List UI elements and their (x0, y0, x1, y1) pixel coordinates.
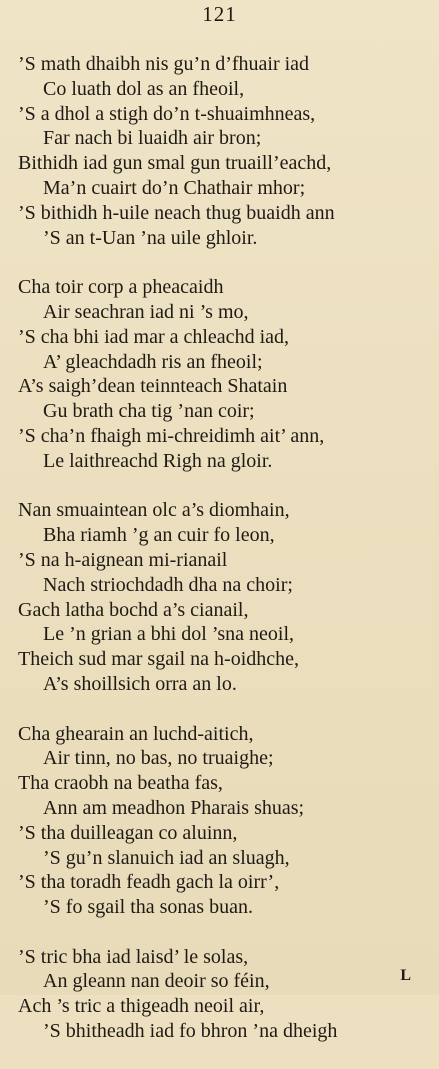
verse-line: Cha ghearain an luchd-aitich, (18, 722, 254, 745)
verse-line: ’S bhitheadh iad fo bhron ’na dheigh (43, 1020, 338, 1043)
verse-line: ’S cha bhi iad mar a chleachd iad, (18, 325, 289, 348)
verse-line: ’S an t-Uan ’na uile ghloir. (43, 226, 258, 249)
verse-line: Cha toir corp a pheacaidh (18, 276, 224, 299)
verse-line: ’S tha duilleagan co aluinn, (18, 821, 238, 844)
page-number: 121 (202, 2, 237, 26)
verse-line: Nan smuaintean olc a’s diomhain, (18, 499, 290, 522)
verse-line: ’S fo sgail tha sonas buan. (43, 896, 253, 919)
verse-line: Air seachran iad ni ’s mo, (43, 300, 249, 323)
verse-line: A’ gleachdadh ris an fheoil; (43, 350, 263, 373)
verse-line: ’S tha toradh feadh gach la oirr’, (18, 871, 280, 894)
verse-line: Tha craobh na beatha fas, (18, 772, 223, 795)
stanza (18, 722, 428, 920)
verse-line: ’S gu’n slanuich iad an sluagh, (43, 846, 290, 869)
verse-line: Ann am meadhon Pharais shuas; (43, 796, 305, 819)
verse-line: ’S a dhol a stigh do’n t-shuaimhneas, (18, 102, 316, 125)
verse-line: Gach latha bochd a’s cianail, (18, 598, 249, 621)
verse-line: Le laithreachd Righ na gloir. (43, 449, 273, 472)
verse-line: Bithidh iad gun smal gun truaill’eachd, (18, 152, 332, 175)
stanza (18, 498, 428, 696)
signature-mark: L (400, 967, 411, 984)
verse-line: An gleann nan deoir so féin, (43, 970, 270, 993)
verse-line: Ma’n cuairt do’n Chathair mhor; (43, 176, 306, 199)
verse-line: ’S na h-aignean mi-rianail (18, 548, 228, 571)
verse-line: ’S tric bha iad laisd’ le solas, (18, 945, 249, 968)
verse-line: A’s saigh’dean teinnteach Shatain (18, 375, 288, 398)
poem-body (18, 52, 428, 1069)
verse-line: Bha riamh ’g an cuir fo leon, (43, 524, 275, 547)
verse-line: ’S cha’n fhaigh mi-chreidimh ait’ ann, (18, 424, 325, 447)
verse-line: ’S bithidh h-uile neach thug buaidh ann (18, 201, 335, 224)
verse-line: Far nach bi luaidh air bron; (43, 127, 262, 150)
verse-line: Le ’n grian a bhi dol ’sna neoil, (43, 623, 295, 646)
verse-line: Theich sud mar sgail na h-oidhche, (18, 648, 300, 671)
verse-line: Air tinn, no bas, no truaighe; (43, 747, 274, 770)
stanza (18, 275, 428, 473)
verse-line: Co luath dol as an fheoil, (43, 77, 245, 100)
stanza (18, 52, 428, 250)
verse-line: Ach ’s tric a thigeadh neoil air, (18, 995, 265, 1018)
verse-line: ’S math dhaibh nis gu’n d’fhuair iad (18, 53, 310, 75)
verse-line: Nach striochdadh dha na choir; (43, 573, 293, 596)
verse-line: A’s shoillsich orra an lo. (43, 672, 237, 695)
verse-line: Gu brath cha tig ’nan coir; (43, 400, 255, 423)
stanza (18, 945, 428, 1044)
